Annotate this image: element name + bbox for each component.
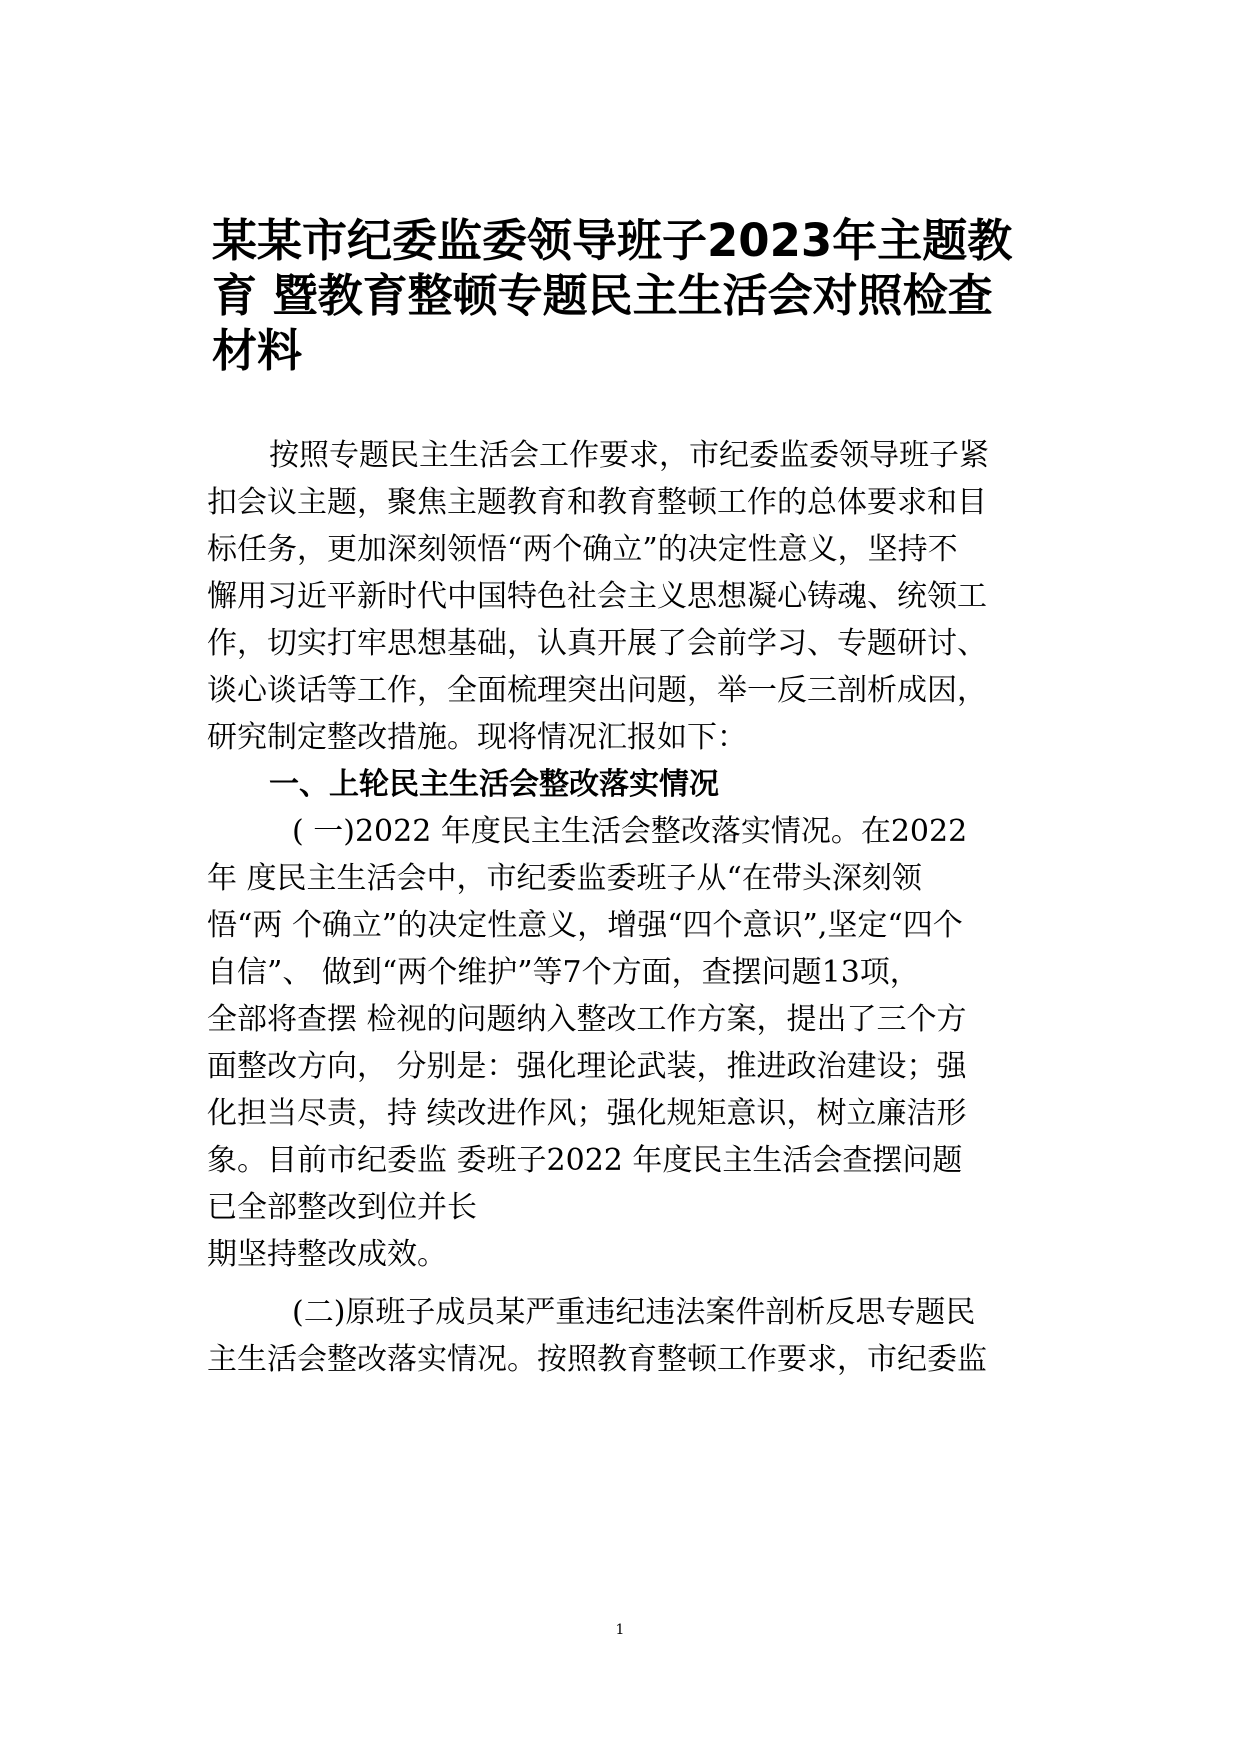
paragraph-line: 年 度民主生活会中，市纪委监委班子从“在带头深刻领	[207, 861, 922, 896]
paragraph-line: 悟“两 个确立”的决定性意义，增强“四个意识”,坚定“四个	[207, 908, 963, 943]
paragraph-line: 自信”、 做到“两个维护”等7个方面，查摆问题13项，	[207, 955, 920, 990]
paragraph-line: ( 一)2022 年度民主生活会整改落实情况。在2022	[292, 814, 968, 849]
paragraph-line: 面整改方向， 分别是：强化理论武装，推进政治建设；强	[207, 1049, 967, 1084]
paragraph-line: 按照专题民主生活会工作要求，市纪委监委领导班子紧	[269, 438, 989, 473]
title-line: 某某市纪委监委领导班子2023年主题教	[212, 214, 1013, 267]
paragraph-line: 化担当尽责，持 续改进作风；强化规矩意识，树立廉洁形	[207, 1096, 967, 1131]
paragraph-line: 主生活会整改落实情况。按照教育整顿工作要求，市纪委监	[207, 1342, 987, 1377]
paragraph-line: 作，切实打牢思想基础，认真开展了会前学习、专题研讨、	[207, 626, 987, 661]
paragraph-line: 研究制定整改措施。现将情况汇报如下：	[207, 720, 747, 755]
page-number: 1	[615, 1622, 625, 1638]
paragraph-line: 谈心谈话等工作，全面梳理突出问题，举一反三剖析成因，	[207, 673, 987, 708]
title-line: 育 暨教育整顿专题民主生活会对照检查	[212, 269, 993, 322]
subsection-1-paragraph	[207, 808, 1077, 1278]
section-heading: 一、上轮民主生活会整改落实情况	[269, 767, 719, 802]
paragraph-line: (二)原班子成员某严重违纪违法案件剖析反思专题民	[292, 1295, 976, 1330]
paragraph-line: 象。目前市纪委监 委班子2022 年度民主生活会查摆问题	[207, 1143, 963, 1178]
paragraph-line: 已全部整改到位并长	[207, 1190, 477, 1225]
paragraph-line: 扣会议主题，聚焦主题教育和教育整顿工作的总体要求和目	[207, 485, 987, 520]
title-line: 材料	[212, 324, 303, 377]
paragraph-line: 期坚持整改成效。	[207, 1237, 447, 1272]
intro-paragraph	[207, 432, 1077, 761]
paragraph-line: 懈用习近平新时代中国特色社会主义思想凝心铸魂、统领工	[207, 579, 987, 614]
paragraph-line: 全部将查摆 检视的问题纳入整改工作方案，提出了三个方	[207, 1002, 967, 1037]
document-title	[212, 213, 1072, 378]
document-body	[207, 432, 1077, 1383]
paragraph-line: 标任务，更加深刻领悟“两个确立”的决定性意义，坚持不	[207, 532, 958, 567]
subsection-2-paragraph	[207, 1289, 1077, 1383]
